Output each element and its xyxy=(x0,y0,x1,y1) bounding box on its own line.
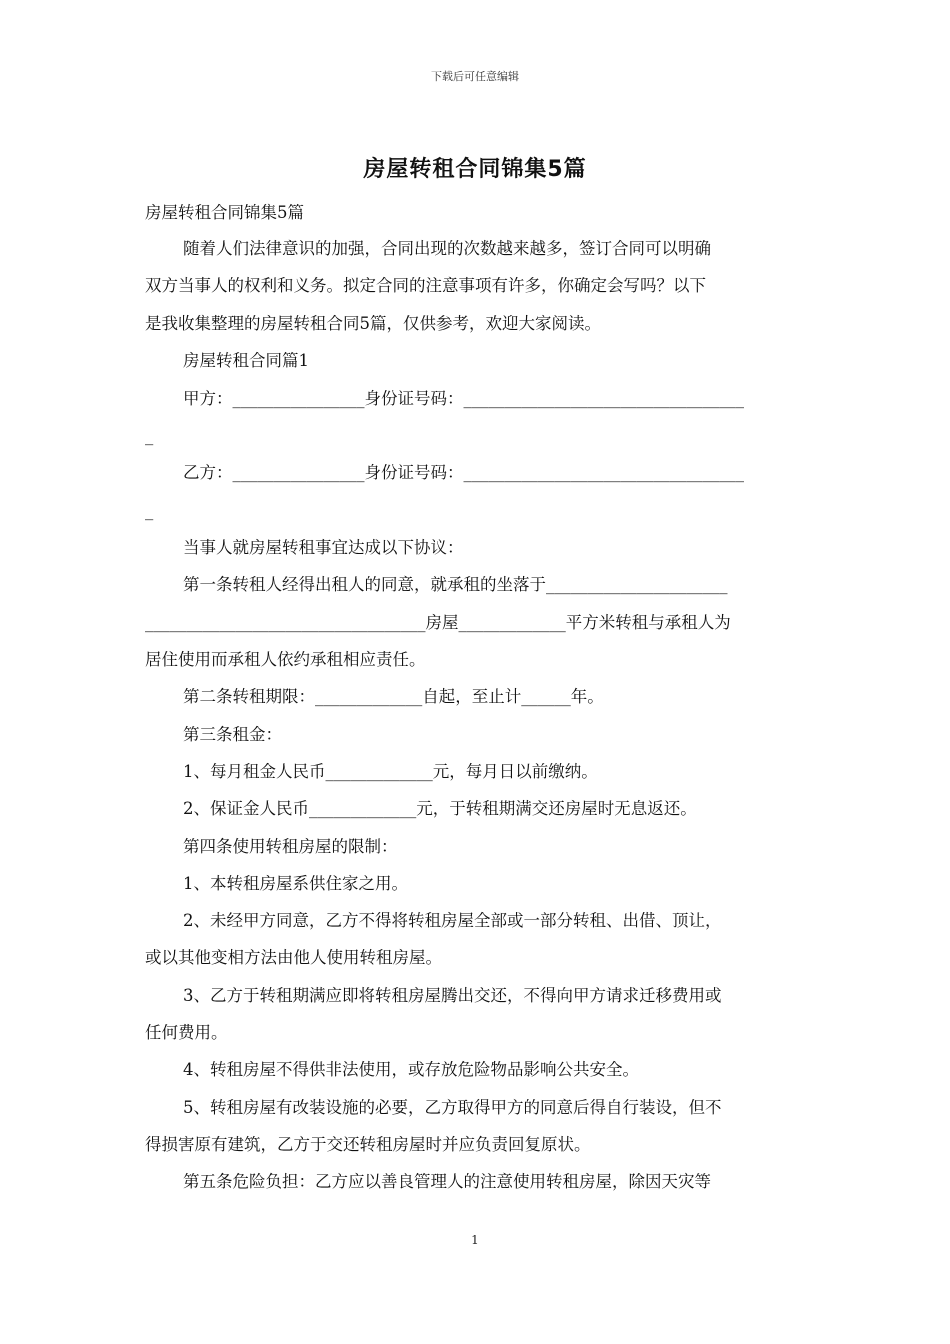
agreement-line: 当事人就房屋转租事宜达成以下协议： xyxy=(183,538,464,557)
header-note: 下载后可任意编辑 xyxy=(431,70,519,83)
subtitle-line: 房屋转租合同锦集5篇 xyxy=(145,203,304,222)
clause-1-line-2: __________________________________房屋_____________平方米转租与承租人为 xyxy=(145,613,731,632)
party-b-line: 乙方：________________身份证号码：__________________________________ xyxy=(183,463,744,482)
party-a-overflow: _ xyxy=(145,426,154,445)
clause-3-item-1: 1、每月租金人民币_____________元，每月日以前缴纳。 xyxy=(183,762,598,781)
clause-4-item-2-line-2: 或以其他变相方法由他人使用转租房屋。 xyxy=(145,948,442,967)
intro-line-3: 是我收集整理的房屋转租合同5篇，仅供参考，欢迎大家阅读。 xyxy=(145,314,601,333)
clause-4-item-2-line-1: 2、未经甲方同意，乙方不得将转租房屋全部或一部分转租、出借、顶让， xyxy=(183,911,722,930)
clause-5-line-1: 第五条危险负担：乙方应以善良管理人的注意使用转租房屋，除因天灾等 xyxy=(183,1172,711,1191)
clause-1-line-1: 第一条转租人经得出租人的同意，就承租的坐落于______________________ xyxy=(183,575,728,594)
clause-4-item-4: 4、转租房屋不得供非法使用，或存放危险物品影响公共安全。 xyxy=(183,1060,639,1079)
page-number: 1 xyxy=(471,1233,479,1247)
clause-3-heading: 第三条租金： xyxy=(183,725,282,744)
clause-4-item-5-line-2: 得损害原有建筑，乙方于交还转租房屋时并应负责回复原状。 xyxy=(145,1135,591,1154)
clause-4-item-3-line-1: 3、乙方于转租期满应即将转租房屋腾出交还，不得向甲方请求迁移费用或 xyxy=(183,986,722,1005)
section-heading-1: 房屋转租合同篇1 xyxy=(183,351,309,370)
document-title: 房屋转租合同锦集5篇 xyxy=(363,157,587,182)
clause-1-line-3: 居住使用而承租人依约承租相应责任。 xyxy=(145,650,426,669)
clause-3-item-2: 2、保证金人民币_____________元，于转租期满交还房屋时无息返还。 xyxy=(183,799,697,818)
party-a-line: 甲方：________________身份证号码：__________________________________ xyxy=(183,389,744,408)
intro-line-2: 双方当事人的权利和义务。拟定合同的注意事项有许多，你确定会写吗？以下 xyxy=(145,276,706,295)
intro-line-1: 随着人们法律意识的加强，合同出现的次数越来越多，签订合同可以明确 xyxy=(183,239,711,258)
clause-4-item-5-line-1: 5、转租房屋有改装设施的必要，乙方取得甲方的同意后得自行装设，但不 xyxy=(183,1098,722,1117)
clause-2-line: 第二条转租期限：_____________自起，至止计______年。 xyxy=(183,687,604,706)
clause-4-item-3-line-2: 任何费用。 xyxy=(145,1023,228,1042)
clause-4-heading: 第四条使用转租房屋的限制： xyxy=(183,837,398,856)
clause-4-item-1: 1、本转租房屋系供住家之用。 xyxy=(183,874,408,893)
party-b-overflow: _ xyxy=(145,501,154,520)
